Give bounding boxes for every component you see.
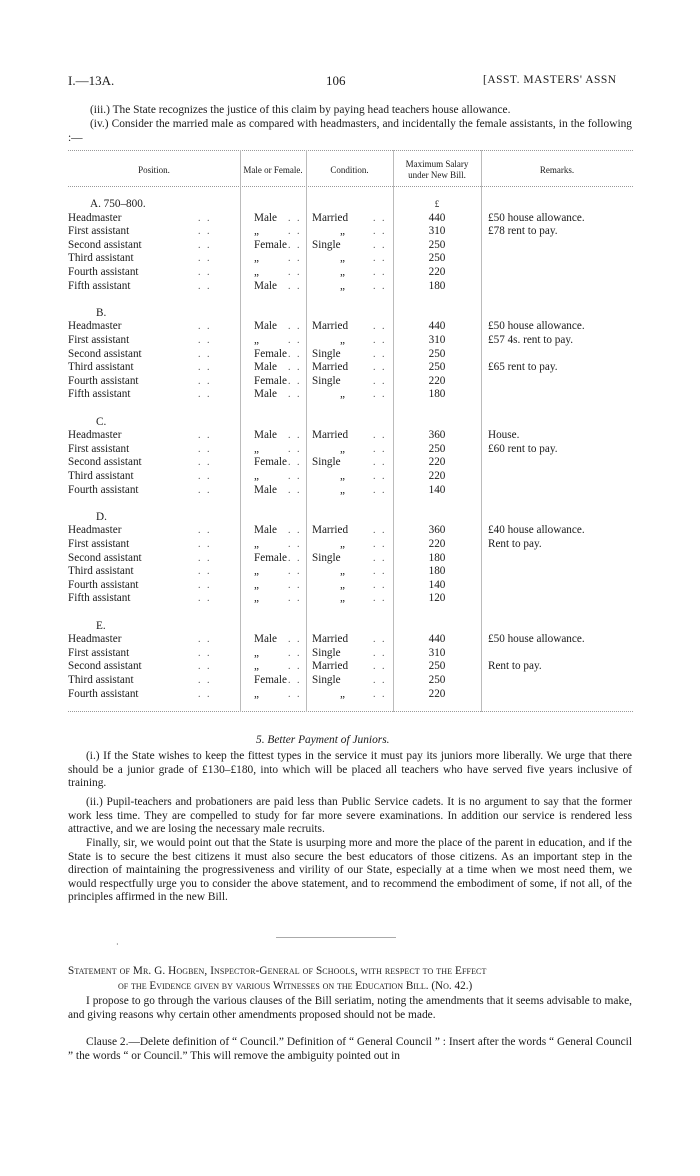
row-salary: 140	[428, 483, 446, 496]
row-condition: „	[340, 334, 345, 346]
section-5-title: 5. Better Payment of Juniors.	[256, 734, 390, 746]
statement-p1-text: I propose to go through the various clauses of the Bill seriatim, noting the amendments that it seems advisable to make, and giving reasons why certain other amendments proposed should not be made.	[68, 995, 632, 1021]
row-condition: „	[340, 225, 345, 238]
row-position: Fourth assistant	[68, 687, 139, 700]
row-leader: . .	[288, 457, 302, 469]
row-leader: . .	[288, 362, 302, 374]
row-leader: . .	[288, 280, 302, 292]
row-position: Fifth assistant	[68, 592, 131, 605]
section-5-p1	[68, 750, 632, 791]
row-sex: „	[254, 442, 259, 455]
row-sex: „	[254, 225, 259, 238]
row-leader: . .	[373, 552, 387, 564]
page-section-code: I.—13A.	[68, 73, 115, 88]
row-condition: Single	[312, 674, 341, 686]
row-leader: . .	[198, 539, 212, 550]
row-leader: . .	[373, 362, 387, 374]
row-sex: Female	[254, 374, 287, 387]
row-salary: 140	[428, 578, 446, 591]
section-5-p2-text: (ii.) Pupil-teachers and probationers are paid less than Public Service cadets. It is no argument to say that the former work less time. They are compelled to study for far more severe examinations. In addition our service is rendered less attractive, and we are losing the necessary male recruits.	[68, 796, 632, 836]
row-sex: „	[254, 687, 259, 700]
row-sex: Female	[254, 674, 287, 686]
row-position: Headmaster	[68, 633, 122, 646]
row-condition: Single	[312, 347, 341, 360]
salary-table	[68, 150, 633, 712]
header-condition: Condition.	[330, 165, 369, 175]
row-condition: „	[340, 687, 345, 700]
row-leader: . .	[373, 525, 387, 537]
row-leader: . .	[198, 443, 212, 455]
row-salary: 220	[428, 456, 446, 469]
intro-iv-text: (iv.) Consider the married male as compared with headmasters, and incidentally the female assistants, in the following :—	[68, 118, 632, 144]
row-sex: Male	[254, 361, 277, 374]
row-sex: „	[254, 565, 259, 578]
row-leader: . .	[198, 362, 212, 374]
statement-heading-line1: Statement of Mr. G. Hogben, Inspector-General of Schools, with respect to the Effect	[68, 965, 487, 977]
row-condition: „	[340, 565, 345, 578]
page-number: 106	[326, 73, 346, 88]
row-leader: . .	[288, 688, 302, 700]
row-salary: 250	[428, 361, 446, 374]
row-leader: . .	[373, 471, 387, 482]
row-salary: 440	[428, 320, 446, 333]
row-leader: . .	[288, 253, 302, 265]
column-divider	[306, 150, 307, 712]
row-sex: Female	[254, 238, 287, 251]
intro-iii	[68, 104, 632, 118]
row-leader: . .	[198, 593, 212, 605]
statement-p2-text: Clause 2.—Delete definition of “ Council.” Definition of “ General Council ” : Insert after the words “ General Council ” the words “ or Council.” This will remove the ambiguity pointed out in	[68, 1036, 632, 1062]
row-remarks: £50 house allowance.	[488, 320, 585, 333]
row-salary: 250	[428, 347, 446, 360]
row-condition: Single	[312, 456, 341, 469]
row-leader: . .	[373, 566, 387, 578]
row-leader: . .	[288, 239, 302, 251]
row-leader: . .	[198, 661, 212, 673]
row-leader: . .	[198, 226, 212, 238]
row-remarks: £78 rent to pay.	[488, 225, 558, 238]
row-leader: . .	[288, 212, 302, 224]
table-header-rule	[68, 186, 633, 187]
row-leader: . .	[198, 389, 212, 401]
row-leader: . .	[288, 661, 302, 673]
section-5-p3-text: Finally, sir, we would point out that the State is usurping more and more the place of the parent in education, and if the State is to secure the best citizens it must also secure the best educators of those citizens. As an important step in the direction of maintaining the progressiveness and virility of our State, especially at a time when we most need them, we would respectfully urge you to consider the above statement, and to recommend the embodiment of some, if not all, of the principles affirmed in the new Bill.	[68, 837, 632, 904]
row-position: Fifth assistant	[68, 279, 131, 292]
row-leader: . .	[373, 675, 387, 686]
row-sex: „	[254, 646, 259, 659]
section-5-p2	[68, 796, 632, 837]
column-divider	[240, 150, 241, 712]
row-leader: . .	[288, 593, 302, 605]
row-salary: 250	[428, 238, 446, 251]
row-leader: . .	[198, 348, 212, 360]
row-salary: 440	[428, 633, 446, 646]
row-salary: 250	[428, 660, 446, 673]
row-position: Headmaster	[68, 320, 122, 333]
row-position: Headmaster	[68, 211, 122, 224]
statement-p1	[68, 995, 632, 1022]
header-sex: Male or Female.	[243, 165, 303, 175]
row-position: Third assistant	[68, 252, 134, 265]
row-remarks: Rent to pay.	[488, 538, 542, 550]
row-condition: Married	[312, 361, 349, 374]
table-top-rule	[68, 150, 633, 151]
row-condition: Married	[312, 320, 349, 333]
row-leader: . .	[373, 375, 387, 387]
row-sex: Female	[254, 456, 287, 469]
row-salary: 250	[428, 252, 446, 265]
row-position: Third assistant	[68, 470, 134, 482]
row-sex: Male	[254, 633, 277, 646]
statement-p2	[68, 1036, 632, 1063]
section-5-p3	[68, 837, 632, 905]
row-remarks: £40 house allowance.	[488, 524, 585, 537]
row-salary: 180	[428, 565, 446, 578]
running-header: [ASST. MASTERS' ASSN	[483, 74, 617, 86]
row-salary: 440	[428, 211, 446, 224]
row-leader: . .	[198, 471, 212, 482]
intro-iv	[68, 118, 632, 145]
row-condition: „	[340, 266, 345, 278]
row-leader: . .	[373, 579, 387, 591]
row-leader: . .	[198, 457, 212, 469]
row-leader: . .	[373, 280, 387, 292]
row-condition: Married	[312, 524, 349, 537]
row-condition: „	[340, 578, 345, 591]
row-leader: . .	[288, 321, 302, 333]
row-leader: . .	[198, 430, 212, 442]
group-label: E.	[96, 619, 106, 632]
row-leader: . .	[373, 253, 387, 265]
row-leader: . .	[198, 335, 212, 346]
row-leader: . .	[288, 267, 302, 278]
row-salary: 220	[428, 538, 446, 550]
row-leader: . .	[373, 430, 387, 442]
row-position: Third assistant	[68, 565, 134, 578]
row-leader: . .	[373, 661, 387, 673]
row-position: Fourth assistant	[68, 578, 139, 591]
row-position: Third assistant	[68, 361, 134, 374]
section-5-p1-text: (i.) If the State wishes to keep the fittest types in the service it must pay its juniors more liberally. We urge that there should be a junior grade of £130–£180, into which will be placed all teachers who have served five years inclusive of training.	[68, 750, 632, 790]
row-position: First assistant	[68, 646, 130, 659]
group-label: A. 750–800.	[90, 198, 146, 210]
row-leader: . .	[288, 566, 302, 578]
row-position: Second assistant	[68, 551, 142, 564]
row-position: Headmaster	[68, 429, 122, 442]
row-remarks: £50 house allowance.	[488, 633, 585, 646]
row-sex: „	[254, 592, 259, 605]
row-condition: „	[340, 388, 345, 401]
row-leader: . .	[198, 552, 212, 564]
row-sex: „	[254, 334, 259, 346]
row-leader: . .	[288, 348, 302, 360]
row-remarks: House.	[488, 429, 520, 442]
row-leader: . .	[198, 525, 212, 537]
row-leader: . .	[288, 647, 302, 659]
row-condition: Single	[312, 238, 341, 251]
row-leader: . .	[288, 471, 302, 482]
row-position: Second assistant	[68, 456, 142, 469]
row-condition: „	[340, 470, 345, 482]
row-sex: „	[254, 660, 259, 673]
row-leader: . .	[373, 634, 387, 646]
row-leader: . .	[288, 484, 302, 496]
row-position: Third assistant	[68, 674, 134, 686]
row-condition: „	[340, 252, 345, 265]
row-salary: 120	[428, 592, 446, 605]
row-salary: 310	[428, 334, 446, 346]
row-position: Second assistant	[68, 347, 142, 360]
row-sex: „	[254, 470, 259, 482]
row-salary: 220	[428, 266, 446, 278]
row-leader: . .	[198, 267, 212, 278]
row-condition: „	[340, 279, 345, 292]
row-salary: 250	[428, 674, 446, 686]
row-sex: „	[254, 266, 259, 278]
row-leader: . .	[288, 389, 302, 401]
group-label: C.	[96, 415, 107, 428]
row-sex: Male	[254, 320, 277, 333]
row-salary: 180	[428, 551, 446, 564]
row-condition: Married	[312, 211, 349, 224]
row-remarks: £50 house allowance.	[488, 211, 585, 224]
row-remarks: Rent to pay.	[488, 660, 542, 673]
row-leader: . .	[198, 579, 212, 591]
row-sex: „	[254, 578, 259, 591]
row-remarks: £57 4s. rent to pay.	[488, 334, 574, 346]
row-position: Fifth assistant	[68, 388, 131, 401]
row-position: First assistant	[68, 538, 130, 550]
row-position: Fourth assistant	[68, 483, 139, 496]
statement-heading-line2: of the Evidence given by various Witnesses on the Education Bill. (No. 42.)	[118, 980, 473, 992]
row-position: Fourth assistant	[68, 374, 139, 387]
table-bottom-rule	[68, 711, 633, 712]
row-leader: . .	[373, 226, 387, 238]
row-sex: „	[254, 538, 259, 550]
row-leader: . .	[198, 321, 212, 333]
row-remarks: £65 rent to pay.	[488, 361, 558, 374]
row-leader: . .	[373, 267, 387, 278]
row-leader: . .	[373, 239, 387, 251]
row-sex: Male	[254, 279, 277, 292]
row-condition: „	[340, 538, 345, 550]
row-position: Fourth assistant	[68, 266, 139, 278]
row-position: Headmaster	[68, 524, 122, 537]
row-leader: . .	[373, 593, 387, 605]
row-sex: Female	[254, 551, 287, 564]
row-leader: . .	[288, 525, 302, 537]
row-leader: . .	[288, 335, 302, 346]
row-leader: . .	[288, 634, 302, 646]
row-leader: . .	[373, 212, 387, 224]
row-leader: . .	[373, 389, 387, 401]
row-leader: . .	[288, 552, 302, 564]
row-salary: 250	[428, 442, 446, 455]
row-salary: 220	[428, 687, 446, 700]
row-condition: „	[340, 442, 345, 455]
row-leader: . .	[198, 253, 212, 265]
row-condition: Single	[312, 374, 341, 387]
stray-mark: ·	[116, 940, 119, 949]
row-salary: 310	[428, 225, 446, 238]
row-condition: Married	[312, 660, 349, 673]
row-leader: . .	[198, 484, 212, 496]
row-leader: . .	[288, 430, 302, 442]
row-position: Second assistant	[68, 660, 142, 673]
currency-symbol: £	[434, 199, 440, 209]
row-leader: . .	[373, 688, 387, 700]
row-leader: . .	[288, 579, 302, 591]
row-leader: . .	[198, 688, 212, 700]
row-leader: . .	[198, 634, 212, 646]
row-leader: . .	[198, 647, 212, 659]
row-leader: . .	[373, 539, 387, 550]
row-leader: . .	[373, 348, 387, 360]
row-sex: „	[254, 252, 259, 265]
row-leader: . .	[373, 335, 387, 346]
row-leader: . .	[373, 443, 387, 455]
row-leader: . .	[198, 375, 212, 387]
row-salary: 180	[428, 279, 446, 292]
column-divider	[481, 150, 482, 712]
row-sex: Male	[254, 388, 277, 401]
row-leader: . .	[373, 321, 387, 333]
row-salary: 220	[428, 374, 446, 387]
row-condition: Married	[312, 429, 349, 442]
intro-iii-text: (iii.) The State recognizes the justice of this claim by paying head teachers house allowance.	[90, 104, 511, 116]
row-remarks: £60 rent to pay.	[488, 442, 558, 455]
row-leader: . .	[288, 675, 302, 686]
row-condition: Married	[312, 633, 349, 646]
row-salary: 360	[428, 429, 446, 442]
row-leader: . .	[288, 443, 302, 455]
group-label: B.	[96, 306, 107, 319]
row-position: First assistant	[68, 334, 130, 346]
row-sex: Male	[254, 524, 277, 537]
row-leader: . .	[373, 647, 387, 659]
row-salary: 360	[428, 524, 446, 537]
row-condition: Single	[312, 646, 341, 659]
row-condition: „	[340, 483, 345, 496]
header-salary-line1: Maximum Salary	[405, 159, 469, 169]
row-position: First assistant	[68, 442, 130, 455]
header-remarks: Remarks.	[539, 165, 575, 175]
row-leader: . .	[288, 226, 302, 238]
row-leader: . .	[198, 566, 212, 578]
row-leader: . .	[373, 484, 387, 496]
row-position: First assistant	[68, 225, 130, 238]
row-sex: Male	[254, 483, 277, 496]
header-position: Position.	[138, 165, 170, 175]
row-leader: . .	[288, 375, 302, 387]
row-leader: . .	[198, 239, 212, 251]
row-position: Second assistant	[68, 238, 142, 251]
header-salary-line2: under New Bill.	[408, 170, 466, 180]
row-salary: 310	[428, 646, 446, 659]
row-leader: . .	[198, 212, 212, 224]
row-condition: Single	[312, 551, 341, 564]
row-leader: . .	[373, 457, 387, 469]
row-leader: . .	[198, 675, 212, 686]
group-label: D.	[96, 510, 107, 523]
row-leader: . .	[198, 280, 212, 292]
row-leader: . .	[288, 539, 302, 550]
row-sex: Male	[254, 211, 277, 224]
row-sex: Female	[254, 347, 287, 360]
row-condition: „	[340, 592, 345, 605]
row-salary: 220	[428, 470, 446, 482]
section-separator	[276, 937, 396, 938]
row-sex: Male	[254, 429, 277, 442]
row-salary: 180	[428, 388, 446, 401]
